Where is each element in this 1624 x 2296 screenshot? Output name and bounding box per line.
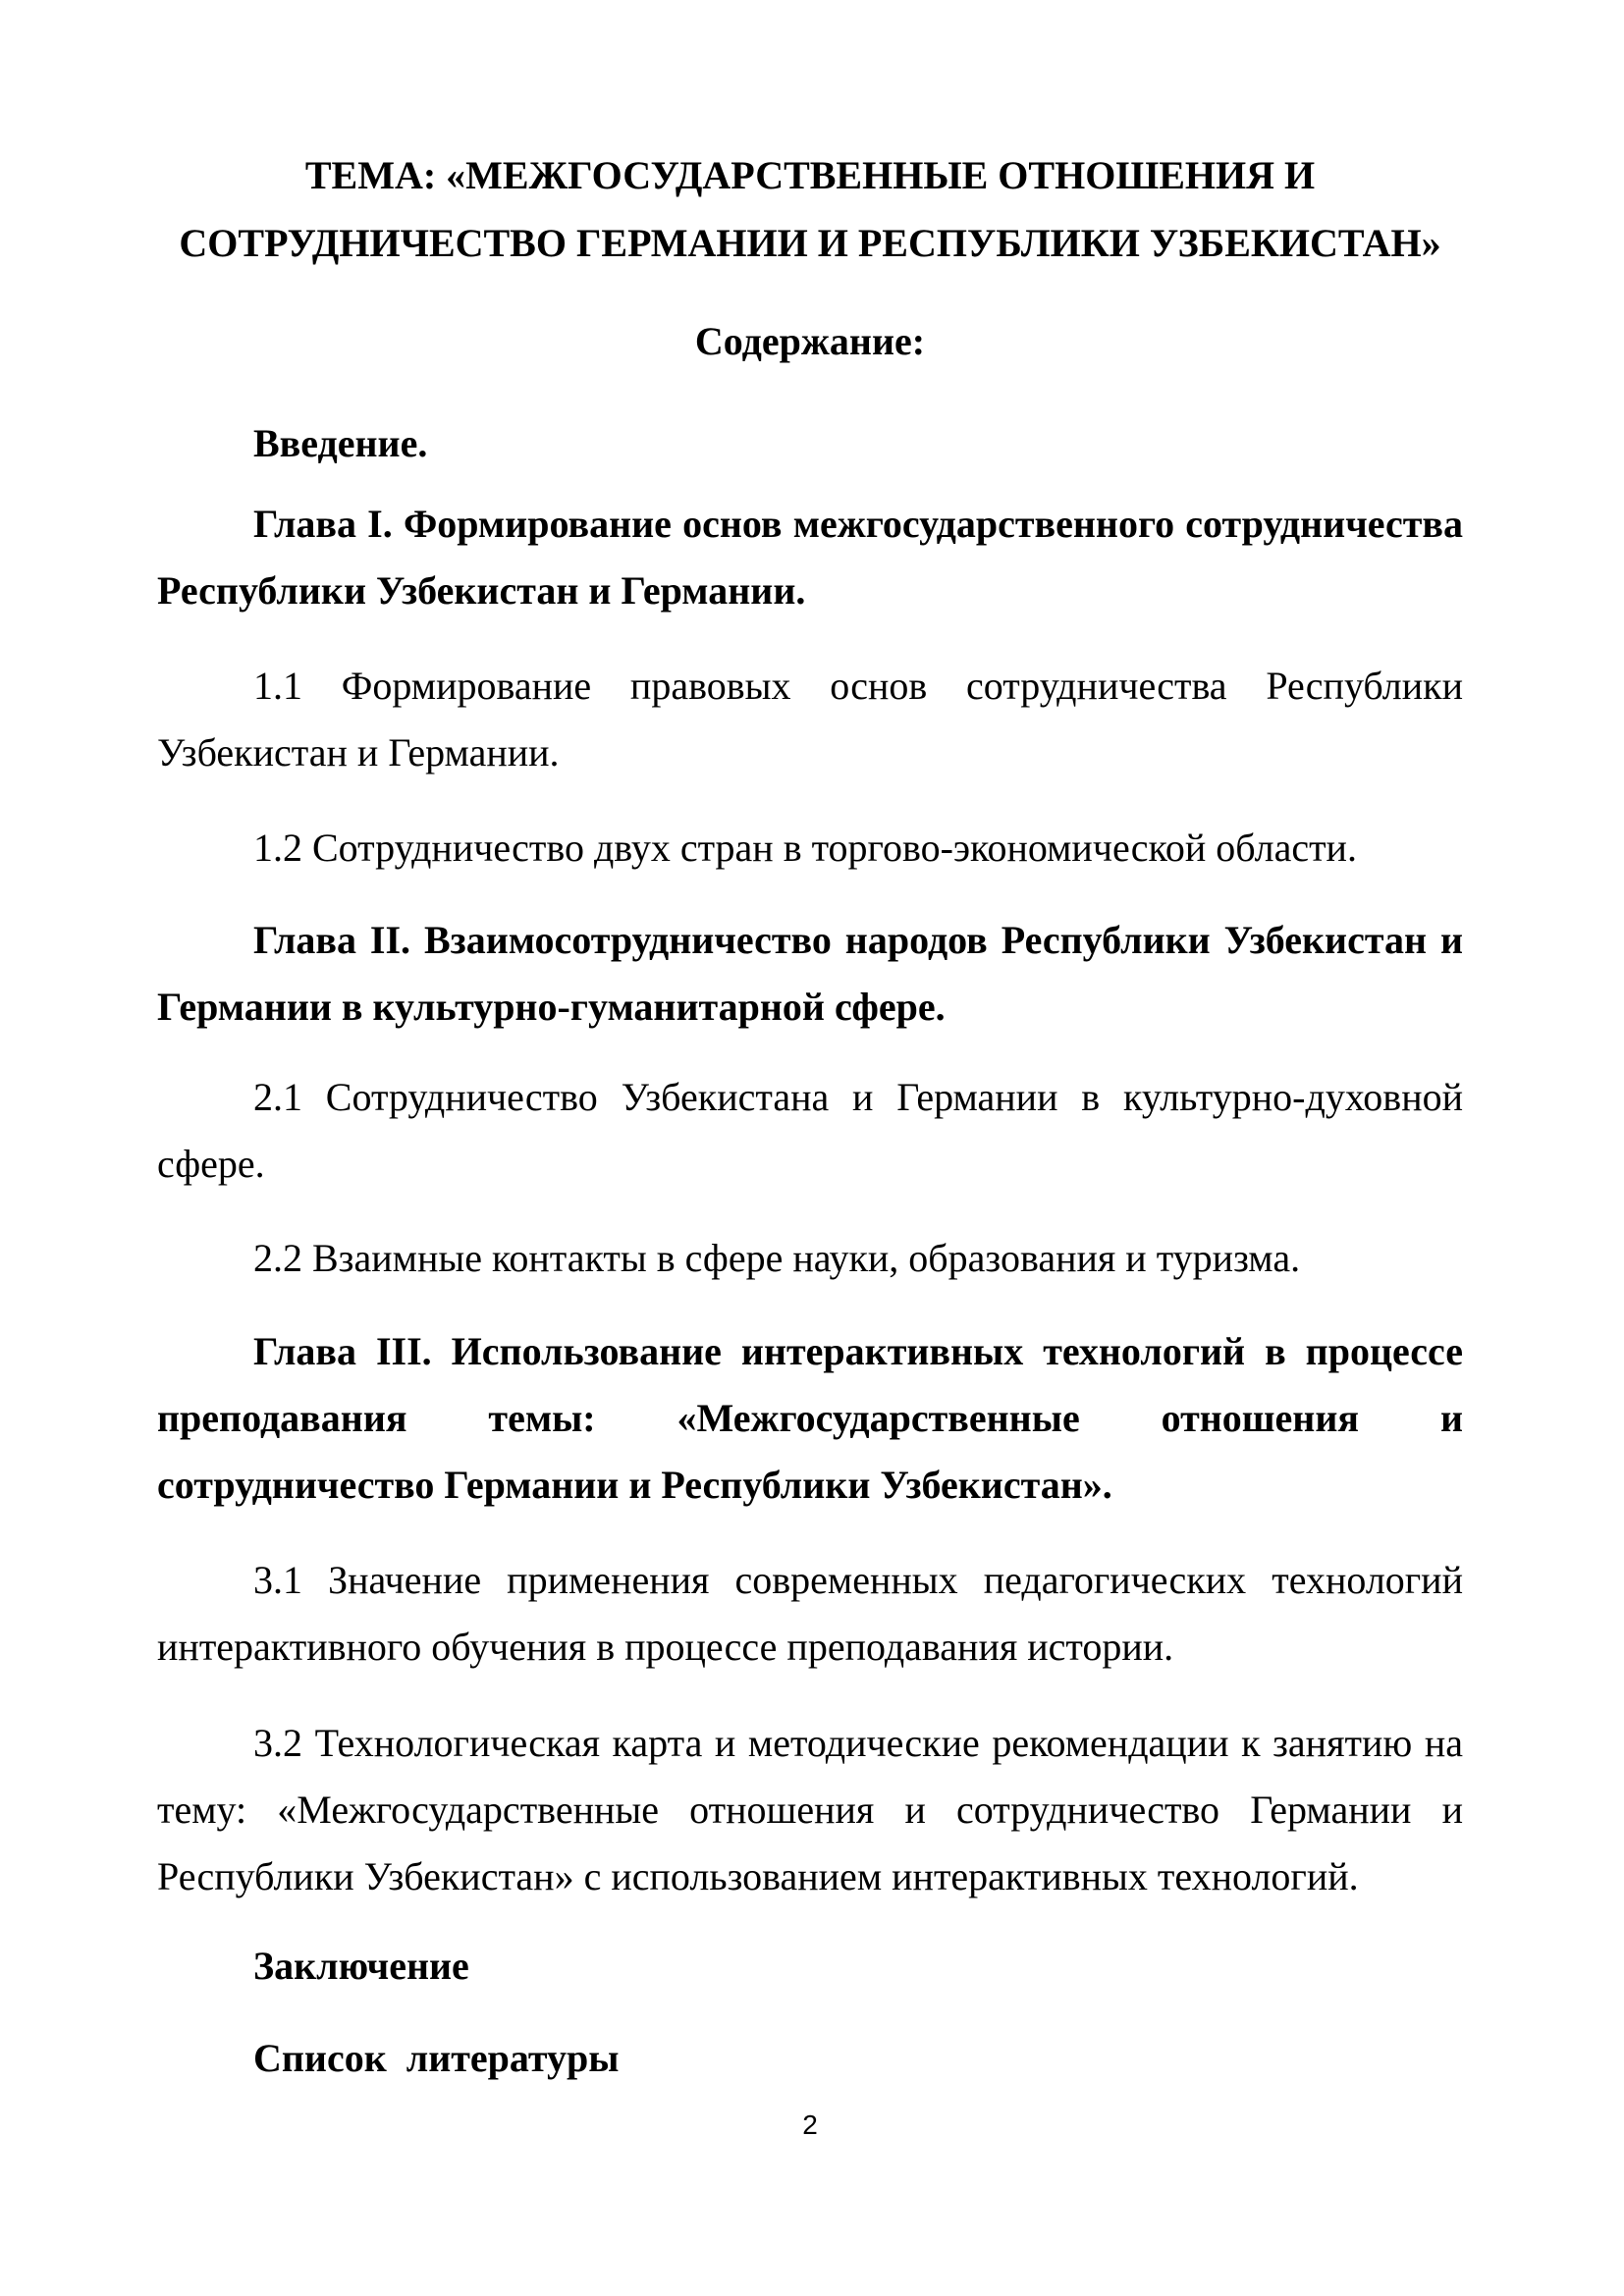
toc-entry-introduction: Введение. bbox=[253, 421, 428, 465]
toc-entry-section-1-2: 1.2 Сотрудничество двух стран в торгово-экономической области. bbox=[253, 826, 1357, 870]
page-number: 2 bbox=[802, 2109, 818, 2140]
toc-entry-chapter-3: Глава III. Использование интерактивных технологий в процессе преподавания темы: «Межгосударственные отношения и сотрудничество Германии и Республики Узбекистан». bbox=[157, 1329, 1463, 1507]
toc-entry-section-3-1: 3.1 Значение применения современных педагогических технологий интерактивного обучения в процессе преподавания истории. bbox=[157, 1558, 1463, 1669]
document-title-line-2: СОТРУДНИЧЕСТВО ГЕРМАНИИ И РЕСПУБЛИКИ УЗБЕКИСТАН» bbox=[179, 221, 1441, 265]
toc-entry-section-2-2: 2.2 Взаимные контакты в сфере науки, образования и туризма. bbox=[253, 1236, 1301, 1280]
document-page bbox=[157, 0, 1463, 2296]
contents-heading: Содержание: bbox=[694, 319, 926, 363]
toc-entry-chapter-2: Глава II. Взаимосотрудничество народов Республики Узбекистан и Германии в культурно-гуманитарной сфере. bbox=[157, 918, 1463, 1029]
toc-entry-section-3-2: 3.2 Технологическая карта и методические рекомендации к занятию на тему: «Межгосударственные отношения и сотрудничество Германии и Республики Узбекистан» с использованием интерактивных технологий. bbox=[157, 1721, 1463, 1898]
document-title-line-1: ТЕМА: «МЕЖГОСУДАРСТВЕННЫЕ ОТНОШЕНИЯ И bbox=[304, 153, 1316, 197]
toc-entry-references: Список литературы bbox=[253, 2036, 620, 2080]
toc-entry-chapter-1: Глава I. Формирование основ межгосударственного сотрудничества Республики Узбекистан и Германии. bbox=[157, 502, 1463, 613]
toc-entry-section-1-1: 1.1 Формирование правовых основ сотрудничества Республики Узбекистан и Германии. bbox=[157, 664, 1463, 774]
toc-entry-conclusion: Заключение bbox=[253, 1944, 469, 1988]
toc-entry-section-2-1: 2.1 Сотрудничество Узбекистана и Германии в культурно-духовной сфере. bbox=[157, 1075, 1463, 1186]
